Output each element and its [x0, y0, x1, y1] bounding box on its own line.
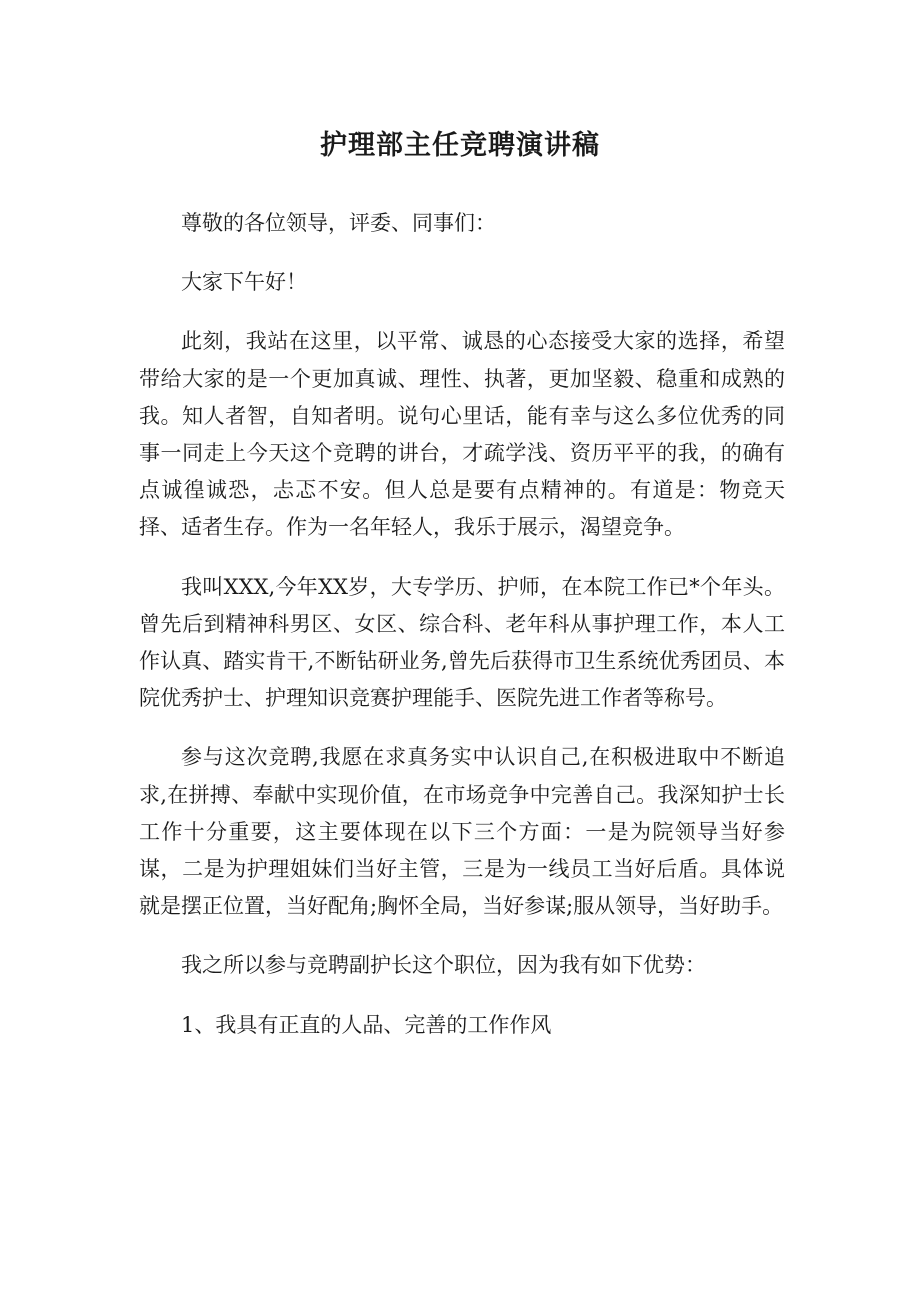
body-paragraph: 此刻，我站在这里，以平常、诚恳的心态接受大家的选择，希望带给大家的是一个更加真诚、理性、执著，更加坚毅、稳重和成熟的我。知人者智，自知者明。说句心里话，能有幸与这么多位优秀的同事一同走上今天这个竞聘的讲台，才疏学浅、资历平平的我，的确有点诚徨诚恐，忐忑不安。但人总是要有点精神的。有道是：物竞天择、适者生存。作为一名年轻人，我乐于展示，渴望竞争。: [139, 329, 785, 540]
salutation-paragraph: 尊敬的各位领导，评委、同事们：: [181, 211, 496, 235]
document-title: 护理部主任竞聘演讲稿: [320, 130, 600, 162]
body-paragraph: 我之所以参与竞聘副护长这个职位，因为我有如下优势：: [181, 953, 706, 978]
body-paragraph: 我叫XXX,今年XX岁，大专学历、护师，在本院工作已*个年头。曾先后到精神科男区、女区、综合科、老年科从事护理工作，本人工作认真、踏实肯干,不断钻研业务,曾先后获得市卫生系统优秀团员、本院优秀护士、护理知识竞赛护理能手、医院先进工作者等称号。: [139, 574, 785, 711]
document-body: [139, 205, 785, 1044]
greeting-paragraph: 大家下午好！: [181, 270, 307, 295]
body-paragraph: 参与这次竞聘,我愿在求真务实中认识自己,在积极进取中不断追求,在拼搏、奉献中实现价值，在市场竞争中完善自己。我深知护士长工作十分重要，这主要体现在以下三个方面：一是为院领导当好参谋，二是为护理姐妹们当好主管，三是为一线员工当好后盾。具体说就是摆正位置，当好配角;胸怀全局，当好参谋;服从领导，当好助手。: [139, 745, 785, 919]
list-item-heading: 1、我具有正直的人品、完善的工作作风: [181, 1012, 552, 1037]
